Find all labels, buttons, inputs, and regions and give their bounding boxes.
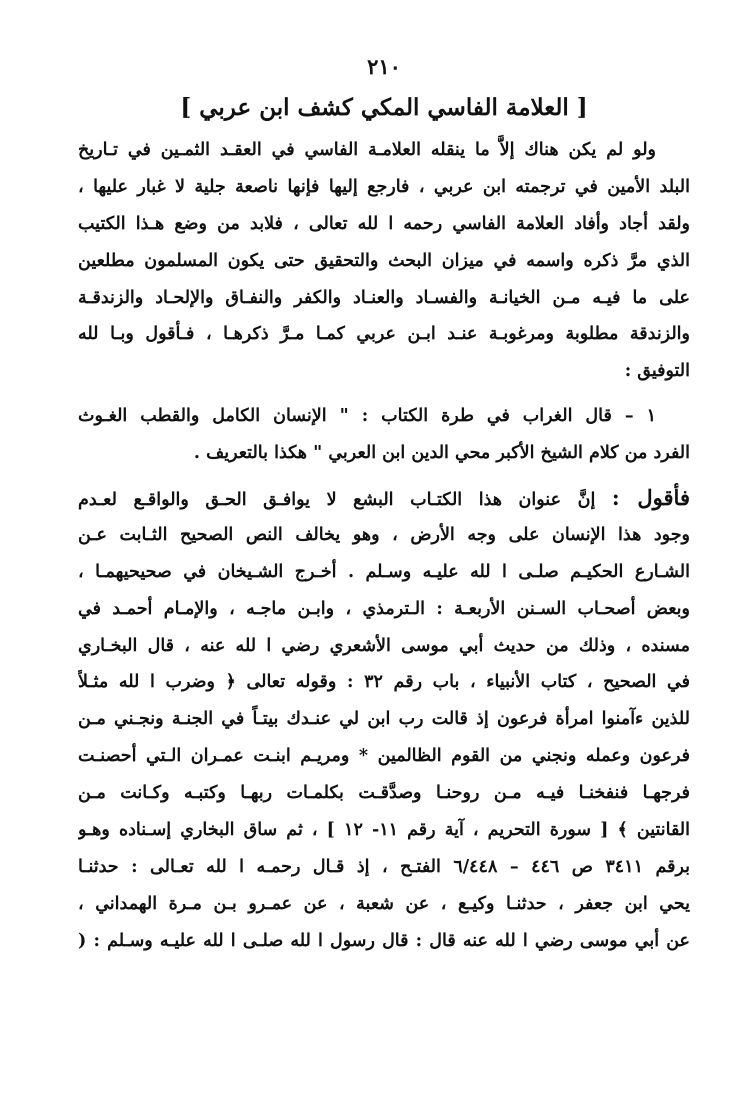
text-line: والزندقة مطلوبة ومرغوبـة عنـد ابـن عربي كمـا مـرَّ ذكرهـا ، فـأقول وبـا لله (78, 324, 690, 345)
text-line: الذي مرَّ ذكره واسمه في ميزان البحث والتحقيق حتى يكون المسلمون مطلعين (78, 250, 690, 271)
paragraph-1 (78, 132, 690, 390)
text-line: فرعون وعمله ونجني من القوم الظالمين * ومريـم ابنـت عمـران الـتي أحصنـت (78, 746, 690, 767)
text-line: على ما فيـه مـن الخيانـة والفسـاد والعنـاد والكفر والنفـاق والإلحـاد والزندقـة (78, 287, 690, 308)
text-line: التوفيق : (624, 361, 690, 382)
text-line (78, 480, 690, 517)
text-line: عن أبي موسى رضي ا لله عنه قال : قال رسول ا لله صلـى ا لله عليـه وسـلم : ( (78, 930, 690, 951)
lead-word: فأقول : (611, 485, 690, 511)
text-line-rest: إنَّ عنوان هذا الكتـاب البشع لا يوافـق الحـق والواقـع لعـدم (78, 490, 596, 511)
text-line: في الصحيح ، كتاب الأنبياء ، باب رقم ٣٢ : وقوله تعالى ﴿ وضرب ا لله مثـلاً (78, 672, 690, 693)
page-number: ٢١٠ (367, 54, 401, 79)
text-line: وبعض أصحـاب السـنن الأربعـة : الـترمذي ، وابـن ماجـه ، والإمـام أحمـد في (78, 598, 690, 619)
text-line: وجود هذا الإنسان على وجه الأرض ، وهو يخالف النص الصحيح الثـابت عـن (78, 524, 690, 545)
text-line: البلد الأمين في ترجمته ابن عربي ، فارجع إليها فإنها ناصعة جلية لا غبار عليها ، (78, 176, 690, 197)
text-line: الفرد من كلام الشيخ الأكبر محي الدين ابن العربي " هكذا بالتعريف . (193, 443, 690, 464)
paragraph-3 (78, 480, 690, 960)
text-line: ولو لم يكن هناك إلاَّ ما ينقله العلامـة الفاسي في العقـد الثمـين في تـاريخ (78, 140, 656, 160)
text-line: يحي ابن جعفر ، حدثنـا وكيـع ، عن شعبة ، عن عمـرو بـن مـرة الهمداني ، (78, 893, 690, 914)
document-page (78, 54, 690, 1084)
text-line: الشـارع الحكيـم صلـى ا لله عليـه وسـلم . أخـرج الشـيخان في صحيحيهمـا ، (78, 561, 690, 582)
text-line: القانتين ﴾ [ سورة التحريم ، آية رقم ١١- ١٢ ] ، ثم ساق البخاري إسـناده وهـو (78, 820, 690, 841)
text-line: ١ – قال الغراب في طرة الكتاب : " الإنسان الكامل والقطب الغـوث (78, 406, 656, 427)
section-heading: [ العلامة الفاسي المكي كشف ابن عربي ] (180, 94, 588, 121)
text-line: فرجهـا فنفخنـا فيـه مـن روحنـا وصدَّقـت بكلمـات ربهـا وكتبـه وكـانت مـن (78, 783, 690, 804)
text-line: ولقد أجاد وأفاد العلامة الفاسي رحمه ا لله تعالى ، فلابد من وضع هـذا الكتيب (78, 213, 690, 234)
text-line: برقم ٣٤١١ ص ٤٤٦ – ٦/٤٤٨ الفتـح ، إذ قـال رحمـه ا لله تعـالى : حدثنـا (78, 856, 690, 877)
paragraph-2 (78, 398, 690, 472)
text-line: للذين ءآمنوا امرأة فرعون إذ قالت رب ابن لي عنـدك بيتـاً في الجنـة ونجـني مـن (78, 709, 690, 730)
text-line: مسنده ، وذلك من حديث أبي موسى الأشعري رضي ا لله عنه ، قال البخـاري (78, 635, 690, 656)
